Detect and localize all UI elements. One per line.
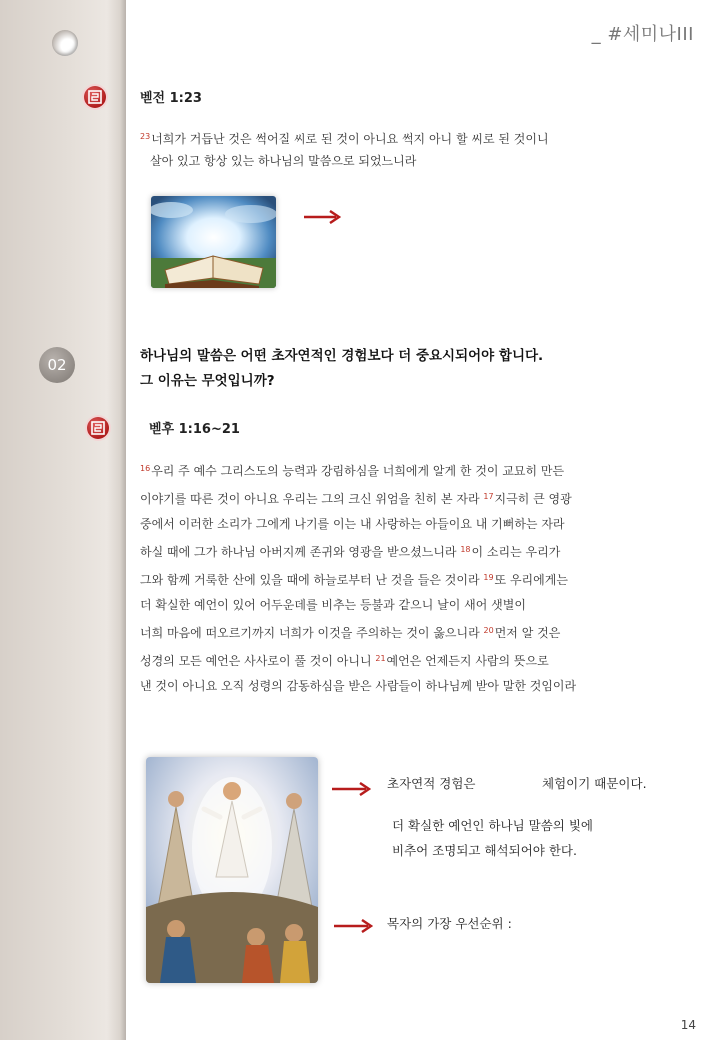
answer-2-line: 비추어 조명되고 해석되어야 한다. xyxy=(392,843,577,858)
verse-line xyxy=(140,618,576,646)
verse-segment: 먼저 알 것은 xyxy=(494,626,561,640)
verse-line xyxy=(140,512,576,537)
verse-segment: 이 소리는 우리가 xyxy=(471,545,561,559)
verse-number: 19 xyxy=(483,573,494,582)
verse-segment: 우리 주 예수 그리스도의 능력과 강림하심을 너희에게 알게 한 것이 교묘히 만든 xyxy=(151,464,565,478)
answer-1-suffix: 체험이기 때문이다. xyxy=(542,776,647,791)
verse-number: 21 xyxy=(375,654,386,663)
binder-hole xyxy=(52,30,78,56)
question-line: 그 이유는 무엇입니까? xyxy=(140,373,275,389)
answer-2-line: 더 확실한 예언인 하나님 말씀의 빛에 xyxy=(392,818,593,833)
verse-number: 23 xyxy=(140,132,151,141)
verse-passage xyxy=(140,456,576,699)
page-number: 14 xyxy=(680,1018,696,1032)
reference-title: 벧후 1:16~21 xyxy=(149,422,240,437)
verse-segment: 하실 때에 그가 하나님 아버지께 존귀와 영광을 받으셨느니라 xyxy=(140,545,461,559)
header-label: _ #세미나III xyxy=(591,24,694,45)
verse-segment: 이야기를 따른 것이 아니요 우리는 그의 크신 위엄을 친히 본 자라 xyxy=(140,492,484,506)
verse-segment: 중에서 이러한 소리가 그에게 나기를 이는 내 사랑하는 아들이요 내 기뻐하는 자라 xyxy=(140,517,565,531)
verse-number: 16 xyxy=(140,464,151,473)
verse-segment: 그와 함께 거룩한 산에 있을 때에 하늘로부터 난 것을 들은 것이라 xyxy=(140,573,484,587)
verse-line: 살아 있고 항상 있는 하나님의 말씀으로 되었느니라 xyxy=(150,154,417,168)
page-spine xyxy=(0,0,126,1040)
verse-number: 18 xyxy=(460,545,471,554)
open-bible-image xyxy=(151,196,276,288)
arrow-icon xyxy=(303,209,341,228)
verse-segment: 지극히 큰 영광 xyxy=(494,492,572,506)
arrow-icon xyxy=(333,918,373,937)
verse-line xyxy=(140,484,576,512)
arrow-icon xyxy=(331,781,371,800)
verse-line xyxy=(140,456,576,484)
question-text xyxy=(140,344,543,394)
verse-line xyxy=(140,593,576,618)
verse-segment: 예언은 언제든지 사람의 뜻으로 xyxy=(386,654,549,668)
question-line: 하나님의 말씀은 어떤 초자연적인 경험보다 더 중요시되어야 합니다. xyxy=(140,348,544,364)
question-number-badge: 02 xyxy=(39,347,75,383)
verse-line xyxy=(140,646,576,674)
verse-line: 너희가 거듭난 것은 썩어질 씨로 된 것이 아니요 썩지 아니 할 씨로 된 것이니 xyxy=(151,132,549,146)
verse-segment: 또 우리에게는 xyxy=(494,573,568,587)
transfiguration-painting-image xyxy=(146,757,318,983)
verse-number: 20 xyxy=(483,626,494,635)
verse-number: 17 xyxy=(483,492,494,501)
reference-title: 벧전 1:23 xyxy=(140,91,202,106)
verse-segment: 성경의 모든 예언은 사사로이 풀 것이 아니니 xyxy=(140,654,376,668)
bible-reference-icon xyxy=(87,417,109,439)
answer-3: 목자의 가장 우선순위 : xyxy=(387,916,512,931)
answer-1-prefix: 초자연적 경험은 xyxy=(387,776,476,791)
verse-line xyxy=(140,537,576,565)
verse-segment: 낸 것이 아니요 오직 성령의 감동하심을 받은 사람들이 하나님께 받아 말한 것임이라 xyxy=(140,679,577,693)
verse-text xyxy=(140,124,549,152)
verse-segment: 너희 마음에 떠오르기까지 너희가 이것을 주의하는 것이 옳으니라 xyxy=(140,626,484,640)
verse-line xyxy=(140,565,576,593)
verse-segment: 더 확실한 예언이 있어 어두운데를 비추는 등불과 같으니 날이 새어 샛별이 xyxy=(140,598,526,612)
verse-line xyxy=(140,674,576,699)
bible-reference-icon xyxy=(84,86,106,108)
